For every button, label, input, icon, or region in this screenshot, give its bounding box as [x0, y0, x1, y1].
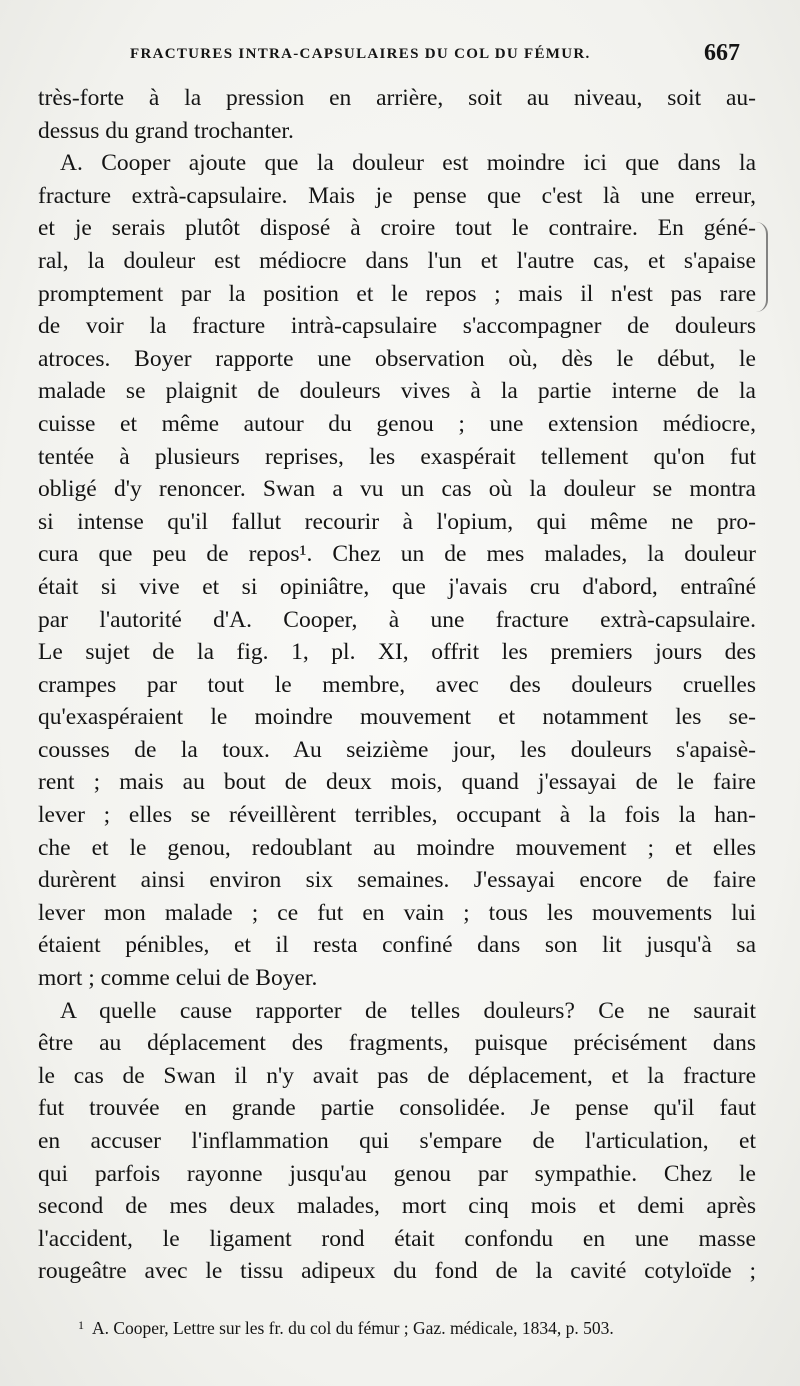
body-text: [38, 82, 756, 1288]
text-line: en accuser l'inflammation qui s'empare de l'articulation, et: [38, 1128, 756, 1154]
text-line: obligé d'y renoncer. Swan a vu un cas où la douleur se montra: [38, 476, 756, 503]
text-line: cura que peu de repos¹. Chez un de mes malades, la douleur: [38, 541, 756, 568]
text-line: fracture extrà-capsulaire. Mais je pense que c'est là une erreur,: [38, 182, 756, 209]
text-line: malade se plaignit de douleurs vives à la partie interne de la: [38, 378, 756, 405]
footnote-text: A. Cooper, Lettre sur les fr. du col du fémur ; Gaz. médicale, 1834, p. 503.: [92, 1318, 614, 1338]
text-line: durèrent ainsi environ six semaines. J'essayai encore de faire: [38, 867, 756, 894]
text-line: et je serais plutôt disposé à croire tout le contraire. En géné-: [38, 215, 756, 242]
text-line: rougeâtre avec le tissu adipeux du fond de la cavité cotyloïde ;: [38, 1258, 756, 1285]
text-line: fut trouvée en grande partie consolidée. Je pense qu'il faut: [38, 1095, 756, 1122]
text-line: dessus du grand trochanter.: [38, 117, 294, 144]
text-line: lever mon malade ; ce fut en vain ; tous les mouvements lui: [38, 899, 756, 926]
text-line: mort ; comme celui de Boyer.: [38, 965, 318, 992]
text-line: rent ; mais au bout de deux mois, quand j'essayai de le faire: [38, 769, 756, 796]
page-header: [130, 40, 740, 70]
text-line: être au déplacement des fragments, puisque précisément dans: [38, 1030, 756, 1057]
text-line: de voir la fracture intrà-capsulaire s'accompagner de douleurs: [38, 313, 756, 340]
text-line: lever ; elles se réveillèrent terribles, occupant à la fois la han-: [38, 802, 756, 829]
text-line: promptement par la position et le repos ; mais il n'est pas rare: [38, 280, 756, 307]
page-number: 667: [704, 40, 740, 66]
text-line: atroces. Boyer rapporte une observation où, dès le début, le: [38, 345, 756, 372]
text-line: si intense qu'il fallut recourir à l'opium, qui même ne pro-: [38, 508, 756, 535]
text-line: tentée à plusieurs reprises, les exaspérait tellement qu'on fut: [38, 443, 756, 470]
text-line: très-forte à la pression en arrière, soit au niveau, soit au-: [38, 85, 756, 111]
text-line: Le sujet de la fig. 1, pl. XI, offrit les premiers jours des: [38, 639, 756, 666]
text-line: qu'exaspéraient le moindre mouvement et notamment les se-: [38, 704, 756, 731]
text-line: crampes par tout le membre, avec des douleurs cruelles: [38, 671, 756, 698]
text-line: qui parfois rayonne jusqu'au genou par sympathie. Chez le: [38, 1160, 756, 1187]
text-line: A quelle cause rapporter de telles douleurs? Ce ne saurait: [60, 997, 756, 1024]
text-line: cuisse et même autour du genou ; une extension médiocre,: [38, 410, 756, 437]
text-line: che et le genou, redoublant au moindre mouvement ; et elles: [38, 834, 756, 861]
text-line: était si vive et si opiniâtre, que j'avais cru d'abord, entraîné: [38, 573, 756, 600]
text-line: second de mes deux malades, mort cinq mois et demi après: [38, 1193, 756, 1220]
footnote-mark: 1: [78, 1318, 84, 1332]
text-line: A. Cooper ajoute que la douleur est moindre ici que dans la: [60, 150, 756, 177]
text-line: l'accident, le ligament rond était confondu en une masse: [38, 1225, 756, 1252]
text-line: le cas de Swan il n'y avait pas de déplacement, et la fracture: [38, 1062, 756, 1089]
footnote: [78, 1318, 768, 1339]
text-line: cousses de la toux. Au seizième jour, les douleurs s'apaisè-: [38, 736, 756, 763]
text-line: par l'autorité d'A. Cooper, à une fracture extrà-capsulaire.: [38, 606, 756, 633]
text-line: ral, la douleur est médiocre dans l'un et l'autre cas, et s'apaise: [38, 247, 756, 274]
text-line: étaient pénibles, et il resta confiné dans son lit jusqu'à sa: [38, 932, 756, 959]
running-title: FRACTURES INTRA-CAPSULAIRES DU COL DU FÉMUR.: [130, 46, 591, 62]
